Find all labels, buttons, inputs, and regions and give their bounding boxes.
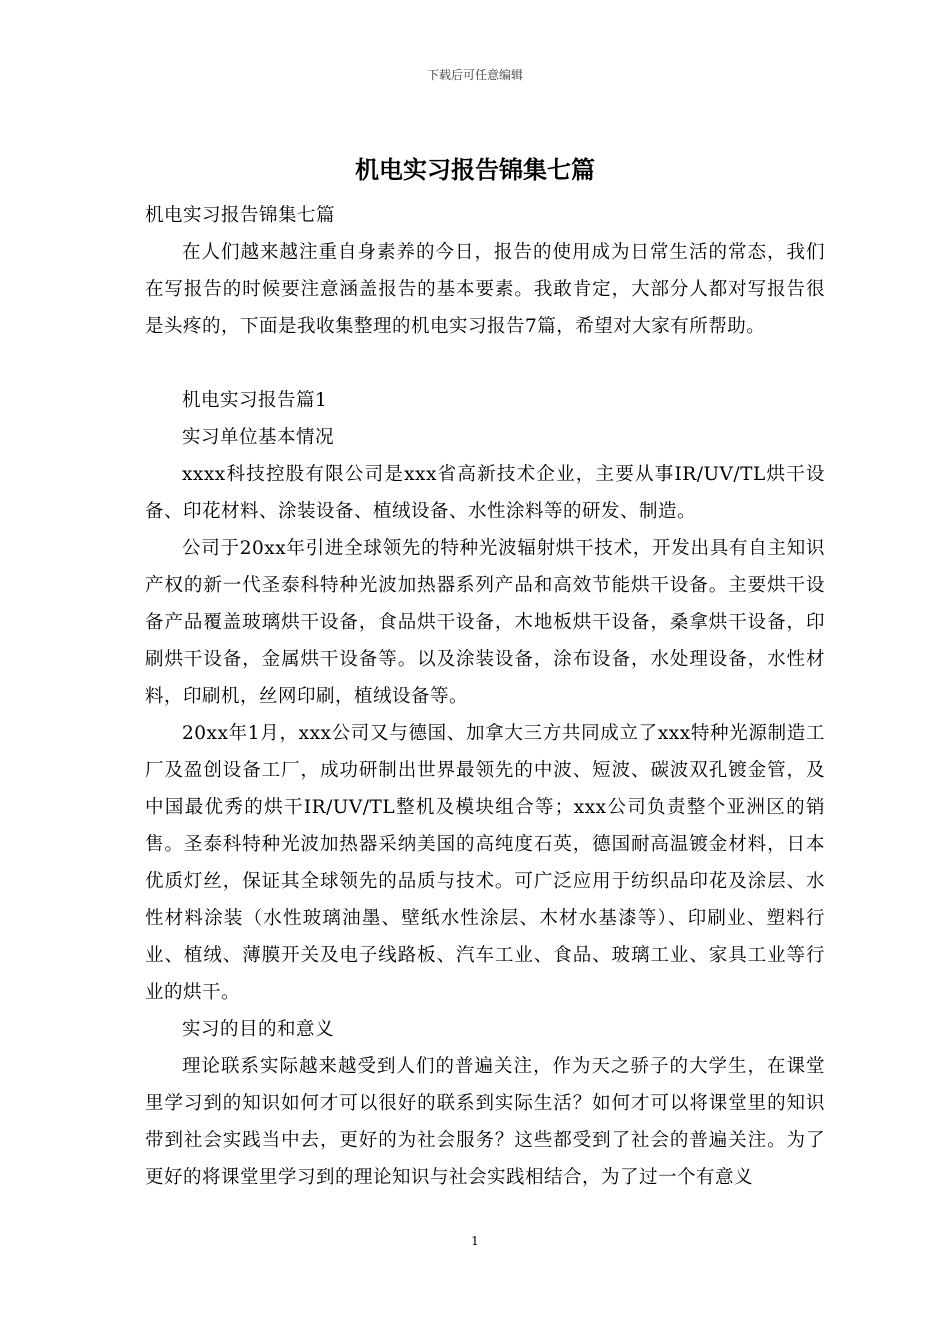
factory-paragraph: 20xx年1月，xxx公司又与德国、加拿大三方共同成立了xxx特种光源制造工厂及盈创设备工厂，成功研制出世界最领先的中波、短波、碳波双孔镀金管，及中国最优秀的烘干IR/UV/TL整机及模块组合等；xxx公司负责整个亚洲区的销售。圣泰科特种光波加热器采纳美国的高纯度石英，德国耐高温镀金材料，日本优质灯丝，保证其全球领先的品质与技术。可广泛应用于纺织品印花及涂层、水性材料涂装（水性玻璃油墨、壁纸水性涂层、木材水基漆等）、印刷业、塑料行业、植绒、薄膜开关及电子线路板、汽车工业、食品、玻璃工业、家具工业等行业的烘干。	[145, 723, 825, 1003]
document-subtitle: 机电实习报告锦集七篇	[145, 205, 336, 226]
technology-paragraph: 公司于20xx年引进全球领先的特种光波辐射烘干技术，开发出具有自主知识产权的新一代圣泰科特种光波加热器系列产品和高效节能烘干设备。主要烘干设备产品覆盖玻璃烘干设备，食品烘干设备，木地板烘干设备，桑拿烘干设备，印刷烘干设备，金属烘干设备等。以及涂装设备，涂布设备，水处理设备，水性材料，印刷机，丝网印刷，植绒设备等。	[145, 538, 825, 707]
intro-paragraph: 在人们越来越注重自身素养的今日，报告的使用成为日常生活的常态，我们在写报告的时候要注意涵盖报告的基本要素。我敢肯定，大部分人都对写报告很是头疼的，下面是我收集整理的机电实习报告7篇，希望对大家有所帮助。	[145, 242, 825, 337]
subheading-unit-info: 实习单位基本情况	[182, 427, 335, 448]
document-body	[145, 197, 825, 1196]
subheading-purpose: 实习的目的和意义	[182, 1019, 335, 1040]
purpose-paragraph: 理论联系实际越来越受到人们的普遍关注，作为天之骄子的大学生，在课堂里学习到的知识如何才可以很好的联系到实际生活？如何才可以将课堂里的知识带到社会实践当中去，更好的为社会服务？这些都受到了社会的普遍关注。为了更好的将课堂里学习到的理论知识与社会实践相结合，为了过一个有意义	[145, 1056, 825, 1188]
page-number: 1	[471, 1234, 479, 1248]
section-heading: 机电实习报告篇1	[182, 390, 328, 411]
company-paragraph: xxxx科技控股有限公司是xxx省高新技术企业，主要从事IR/UV/TL烘干设备、印花材料、涂装设备、植绒设备、水性涂料等的研发、制造。	[145, 464, 825, 522]
paragraph-gap	[145, 345, 825, 382]
page-header-note: 下载后可任意编辑	[426, 68, 523, 82]
document-title: 机电实习报告锦集七篇	[355, 155, 595, 184]
